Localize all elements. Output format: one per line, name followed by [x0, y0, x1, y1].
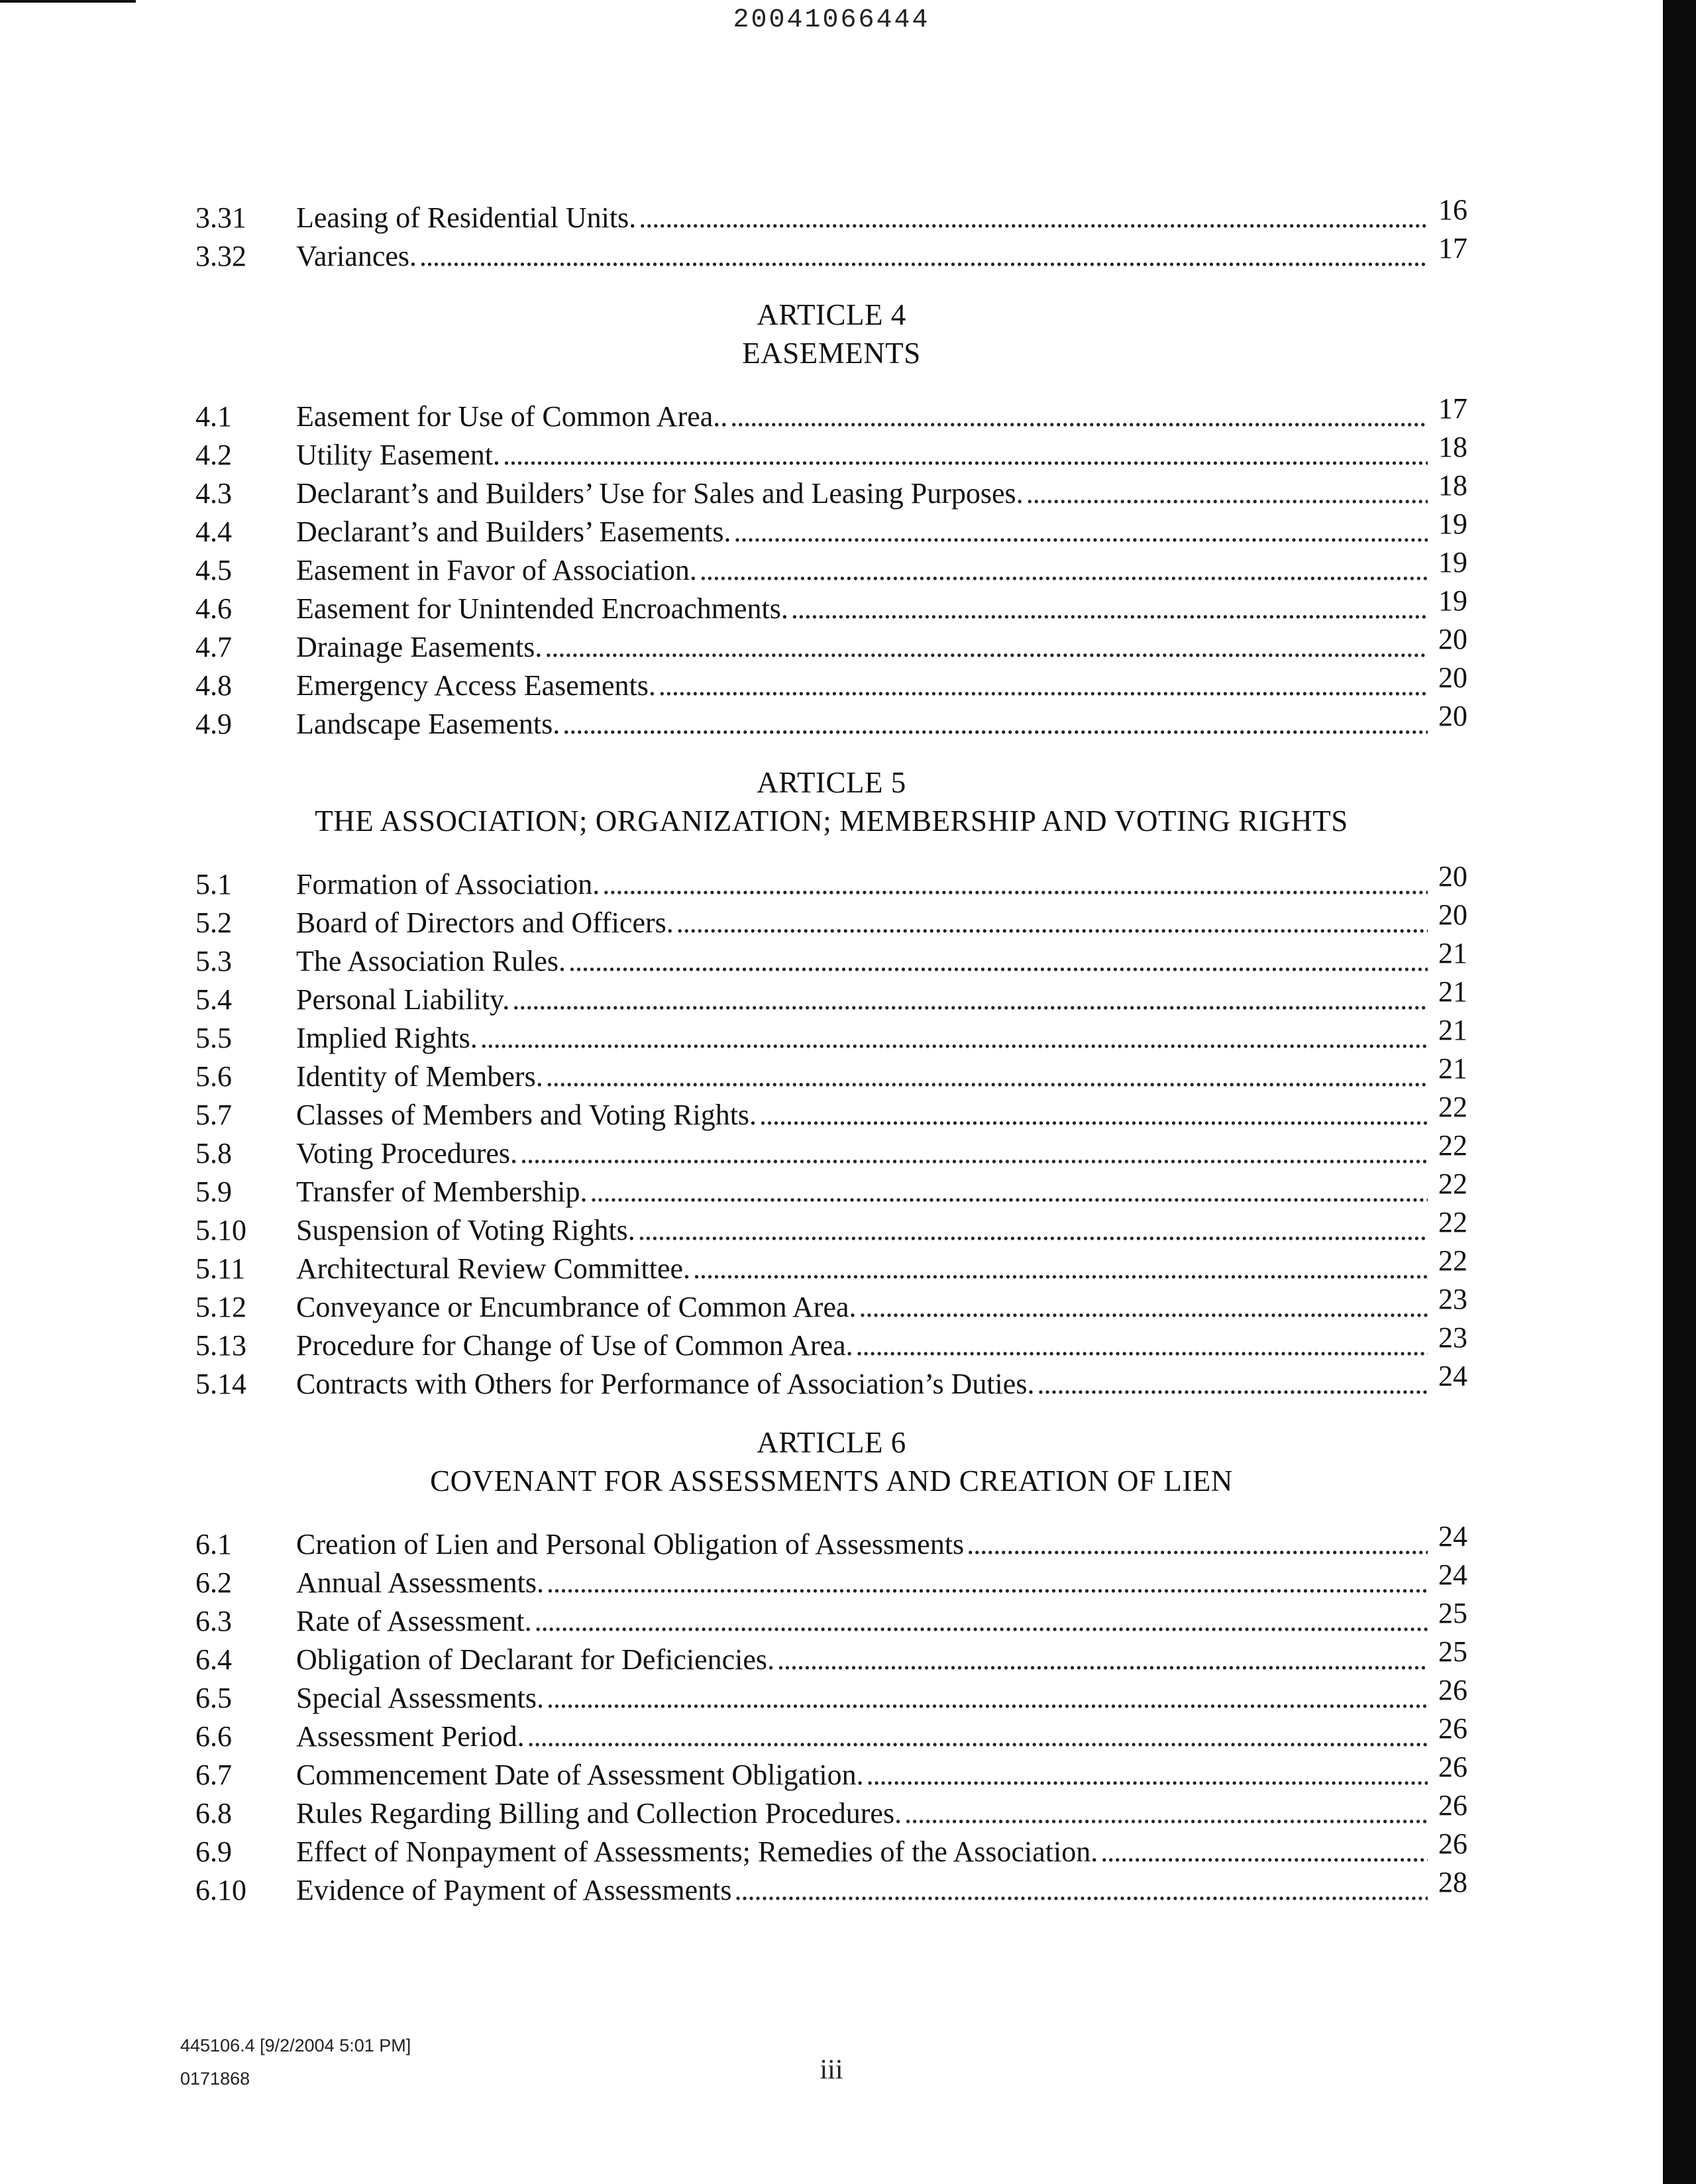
section-number: 4.3 [195, 477, 232, 510]
dot-leader [904, 1794, 1428, 1833]
page-reference: 22 [1438, 1091, 1467, 1123]
toc-entry [195, 1129, 1467, 1173]
page-reference: 26 [1438, 1828, 1467, 1860]
dot-leader [1100, 1833, 1428, 1871]
toc-section [195, 193, 1467, 276]
page-reference: 23 [1438, 1283, 1467, 1315]
page-reference: 23 [1438, 1321, 1467, 1354]
footer-page-number: iii [820, 2055, 843, 2085]
page-reference: 24 [1438, 1520, 1467, 1553]
dot-leader [547, 1564, 1428, 1602]
article-number: ARTICLE 4 [757, 298, 906, 331]
table-of-contents [195, 193, 1467, 1910]
section-number: 6.5 [195, 1682, 232, 1714]
section-title: Declarant’s and Builders’ Easements. [296, 516, 731, 548]
page-reference: 26 [1438, 1789, 1467, 1822]
dot-leader [856, 1327, 1428, 1365]
section-title: Easement in Favor of Association. [296, 554, 697, 586]
section-title: Declarant’s and Builders’ Use for Sales and Leasing Purposes. [296, 477, 1024, 510]
page-reference: 17 [1438, 232, 1467, 264]
dot-leader [527, 1718, 1428, 1756]
toc-entry [195, 1674, 1467, 1718]
toc-entry [195, 1244, 1467, 1288]
section-title: Obligation of Declarant for Deficiencies. [296, 1643, 775, 1676]
section-title: Suspension of Voting Rights. [296, 1214, 635, 1246]
toc-entry [195, 193, 1467, 237]
toc-entry [195, 469, 1467, 513]
toc-entry [195, 1321, 1467, 1365]
toc-entry [195, 232, 1467, 276]
section-number: 4.2 [195, 439, 232, 471]
article-number: ARTICLE 5 [757, 766, 906, 799]
toc-entry [195, 1014, 1467, 1058]
section-number: 4.4 [195, 516, 232, 548]
toc-entry [195, 1283, 1467, 1327]
dot-leader [512, 981, 1428, 1019]
dot-leader [676, 904, 1428, 942]
dot-leader [693, 1250, 1428, 1288]
toc-entry [195, 431, 1467, 474]
section-number: 6.4 [195, 1643, 232, 1676]
toc-entry [195, 1635, 1467, 1679]
section-number: 6.1 [195, 1528, 232, 1560]
section-number: 6.9 [195, 1835, 232, 1868]
section-title: Creation of Lien and Personal Obligation of Assessments [296, 1528, 965, 1560]
page-reference: 19 [1438, 546, 1467, 578]
page-reference: 26 [1438, 1674, 1467, 1706]
dot-leader [967, 1525, 1428, 1564]
toc-entry [195, 623, 1467, 667]
toc-entry [195, 1360, 1467, 1403]
section-title: Transfer of Membership. [296, 1175, 588, 1208]
dot-leader [545, 628, 1428, 667]
section-title: Implied Rights. [296, 1022, 478, 1054]
page-reference: 21 [1438, 975, 1467, 1008]
section-number: 5.10 [195, 1214, 246, 1246]
dot-leader [568, 942, 1428, 981]
dot-leader [759, 1096, 1428, 1134]
page-reference: 21 [1438, 937, 1467, 969]
section-number: 5.4 [195, 983, 232, 1016]
toc-entry [195, 392, 1467, 436]
dot-leader [562, 705, 1428, 743]
section-number: 5.12 [195, 1291, 246, 1323]
page-reference: 20 [1438, 623, 1467, 655]
toc-entry [195, 1597, 1467, 1641]
section-number: 6.8 [195, 1797, 232, 1829]
section-number: 3.32 [195, 240, 246, 272]
dot-leader [867, 1756, 1428, 1794]
dot-leader [480, 1019, 1428, 1058]
page-reference: 19 [1438, 584, 1467, 617]
section-number: 3.31 [195, 201, 246, 234]
article-title: COVENANT FOR ASSESSMENTS AND CREATION OF LIEN [430, 1464, 1233, 1498]
dot-leader [602, 865, 1428, 904]
dot-leader [734, 1871, 1428, 1910]
page-reference: 24 [1438, 1360, 1467, 1392]
section-title: Easement for Unintended Encroachments. [296, 592, 788, 625]
article-number: ARTICLE 6 [757, 1426, 906, 1459]
toc-section [195, 1423, 1467, 1910]
section-title: Classes of Members and Voting Rights. [296, 1099, 757, 1131]
page-reference: 25 [1438, 1597, 1467, 1629]
section-number: 5.14 [195, 1368, 246, 1400]
scan-border [1663, 0, 1696, 2184]
section-number: 6.2 [195, 1566, 232, 1599]
page-reference: 18 [1438, 431, 1467, 463]
section-number: 5.2 [195, 906, 232, 939]
toc-entry [195, 508, 1467, 551]
section-number: 4.1 [195, 400, 232, 433]
section-title: Easement for Use of Common Area.. [296, 400, 728, 433]
section-number: 5.1 [195, 868, 232, 901]
toc-section [195, 763, 1467, 1403]
dot-leader [503, 436, 1428, 474]
toc-section [195, 296, 1467, 743]
section-number: 4.6 [195, 592, 232, 625]
dot-leader [547, 1679, 1428, 1718]
dot-leader [639, 199, 1428, 237]
section-title: Board of Directors and Officers. [296, 906, 674, 939]
toc-entry [195, 937, 1467, 981]
section-title: Variances. [296, 240, 417, 272]
section-title: Rules Regarding Billing and Collection Procedures. [296, 1797, 902, 1829]
page-reference: 16 [1438, 193, 1467, 226]
dot-leader [638, 1211, 1428, 1250]
toc-entry [195, 1168, 1467, 1211]
footer-client-number: 0171868 [180, 2069, 250, 2089]
section-title: Utility Easement. [296, 439, 500, 471]
section-title: Effect of Nonpayment of Assessments; Remedies of the Association. [296, 1835, 1098, 1868]
toc-entry [195, 1206, 1467, 1250]
page-reference: 24 [1438, 1558, 1467, 1591]
page-reference: 26 [1438, 1712, 1467, 1745]
section-title: Annual Assessments. [296, 1566, 544, 1599]
dot-leader [659, 667, 1428, 705]
toc-entry [195, 700, 1467, 743]
section-number: 5.9 [195, 1175, 232, 1208]
page-reference: 28 [1438, 1866, 1467, 1898]
section-title: Procedure for Change of Use of Common Area. [296, 1329, 853, 1362]
dot-leader [730, 398, 1428, 436]
toc-entry [195, 860, 1467, 904]
section-title: Personal Liability. [296, 983, 510, 1016]
page-reference: 22 [1438, 1206, 1467, 1238]
dot-leader [791, 590, 1428, 628]
toc-entry [195, 1558, 1467, 1602]
dot-leader [700, 551, 1428, 590]
footer-doc-ref: 445106.4 [9/2/2004 5:01 PM] [180, 2036, 411, 2055]
article-title: THE ASSOCIATION; ORGANIZATION; MEMBERSHIP AND VOTING RIGHTS [315, 804, 1348, 838]
article-heading [195, 763, 1467, 840]
section-number: 5.11 [195, 1252, 246, 1285]
section-number: 4.9 [195, 708, 232, 740]
dot-leader [546, 1058, 1428, 1096]
page-reference: 19 [1438, 508, 1467, 540]
toc-entry [195, 1828, 1467, 1871]
toc-entry [195, 1091, 1467, 1134]
toc-entry [195, 1520, 1467, 1564]
top-edge-rule [0, 0, 136, 3]
section-title: Landscape Easements. [296, 708, 560, 740]
page-reference: 21 [1438, 1052, 1467, 1085]
dot-leader [859, 1288, 1428, 1327]
dot-leader [777, 1641, 1428, 1679]
page-reference: 26 [1438, 1751, 1467, 1783]
toc-entry [195, 1866, 1467, 1910]
section-title: Formation of Association. [296, 868, 600, 901]
section-number: 5.13 [195, 1329, 246, 1362]
page-reference: 18 [1438, 469, 1467, 502]
section-number: 6.6 [195, 1720, 232, 1753]
dot-leader [1026, 474, 1428, 513]
section-number: 6.3 [195, 1605, 232, 1637]
page-reference: 20 [1438, 899, 1467, 931]
section-number: 5.8 [195, 1137, 232, 1170]
section-number: 5.6 [195, 1060, 232, 1093]
toc-entry [195, 1052, 1467, 1096]
section-number: 5.7 [195, 1099, 232, 1131]
section-number: 6.10 [195, 1874, 246, 1906]
section-title: Contracts with Others for Performance of Association’s Duties. [296, 1368, 1035, 1400]
article-heading [195, 1423, 1467, 1500]
document-id: 20041066444 [733, 5, 930, 35]
section-title: Rate of Assessment. [296, 1605, 532, 1637]
page-reference: 22 [1438, 1244, 1467, 1277]
dot-leader [734, 513, 1428, 551]
section-title: Assessment Period. [296, 1720, 525, 1753]
article-title: EASEMENTS [742, 337, 921, 370]
toc-entry [195, 1712, 1467, 1756]
dot-leader [419, 237, 1428, 276]
page-reference: 22 [1438, 1168, 1467, 1200]
toc-entry [195, 899, 1467, 942]
section-title: Evidence of Payment of Assessments [296, 1874, 732, 1906]
toc-entry [195, 975, 1467, 1019]
section-title: Commencement Date of Assessment Obligation. [296, 1759, 864, 1791]
dot-leader [535, 1602, 1428, 1641]
toc-entry [195, 1751, 1467, 1794]
toc-entry [195, 1789, 1467, 1833]
page-reference: 21 [1438, 1014, 1467, 1046]
section-title: Drainage Easements. [296, 631, 543, 663]
section-number: 4.7 [195, 631, 232, 663]
page-reference: 20 [1438, 700, 1467, 732]
page-reference: 25 [1438, 1635, 1467, 1668]
section-number: 5.5 [195, 1022, 232, 1054]
section-title: Emergency Access Easements. [296, 669, 656, 702]
section-title: Identity of Members. [296, 1060, 543, 1093]
page-reference: 17 [1438, 392, 1467, 425]
dot-leader [590, 1173, 1428, 1211]
section-number: 6.7 [195, 1759, 232, 1791]
section-title: Leasing of Residential Units. [296, 201, 637, 234]
toc-entry [195, 661, 1467, 705]
section-number: 4.5 [195, 554, 232, 586]
page-reference: 20 [1438, 860, 1467, 893]
section-title: The Association Rules. [296, 945, 566, 977]
section-title: Architectural Review Committee. [296, 1252, 691, 1285]
article-heading [195, 296, 1467, 372]
toc-entry [195, 584, 1467, 628]
dot-leader [1037, 1365, 1428, 1403]
section-title: Conveyance or Encumbrance of Common Area. [296, 1291, 857, 1323]
section-title: Special Assessments. [296, 1682, 544, 1714]
page-reference: 22 [1438, 1129, 1467, 1162]
section-title: Voting Procedures. [296, 1137, 518, 1170]
section-number: 4.8 [195, 669, 232, 702]
section-number: 5.3 [195, 945, 232, 977]
toc-entry [195, 546, 1467, 590]
dot-leader [520, 1134, 1428, 1173]
page-reference: 20 [1438, 661, 1467, 694]
